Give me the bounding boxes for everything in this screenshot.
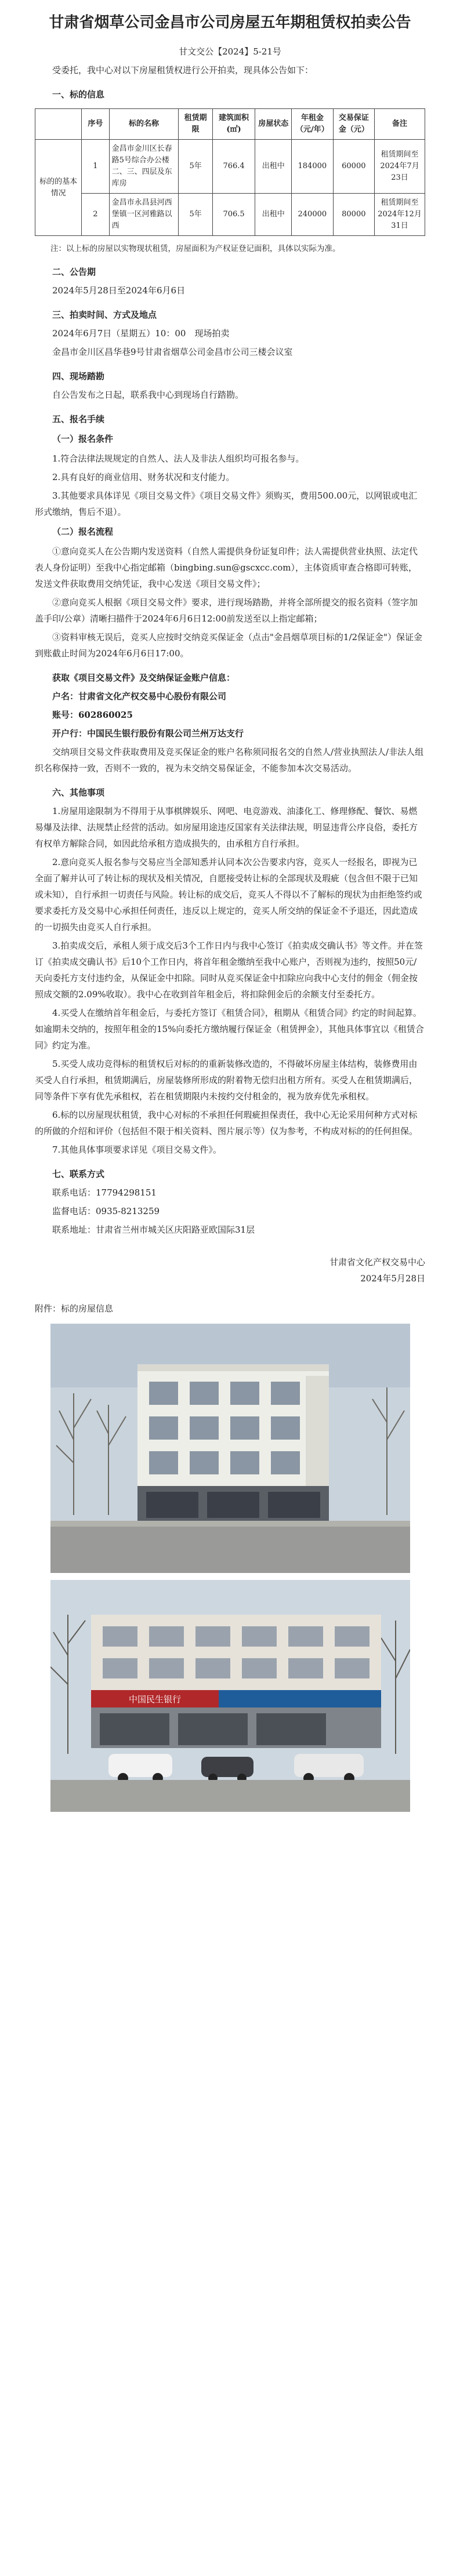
announcement-period: 2024年5月28日至2024年6月6日 bbox=[52, 285, 186, 296]
section-heading-5: 五、报名手续 bbox=[52, 414, 105, 424]
table-cell: 出租中 bbox=[255, 140, 292, 194]
building-photo-1 bbox=[50, 1324, 410, 1573]
table-cell: 出租中 bbox=[255, 194, 292, 236]
section-heading-6: 六、其他事项 bbox=[52, 787, 105, 798]
property-info-table bbox=[35, 108, 425, 236]
document-number: 甘文交公【2024】5-21号 bbox=[179, 46, 281, 57]
other-item: 6.标的以房屋现状租赁，我中心对标的不承担任何瑕疵担保责任，我中心无论采用何种方式对标的所做的介绍和评价（包括但不限于相关资料、图片展示等）仅为参考，不构成对标的的任何担保。 bbox=[35, 1110, 418, 1136]
subheading-flow: （二）报名流程 bbox=[52, 526, 114, 537]
section-heading-7: 七、联系方式 bbox=[52, 1169, 105, 1179]
section-heading-4: 四、现场踏勘 bbox=[52, 371, 105, 382]
table-cell: 766.4 bbox=[212, 140, 255, 194]
other-item: 3.拍卖成交后，承租人须于成交后3个工作日内与我中心签订《拍卖成交确认书》等文件。并在签订《拍卖成交确认书》后10个工作日内，将首年租金缴纳至我中心账户，否则视为违约，按照50元/天向委托方支付违约金，从保证金中扣除。同时从竞买保证金中扣除应向我中心支付的佣金（佣金按照成交额的2.09%收取）。我中心在收到首年租金后，将扣除佣金后的余额支付至委托方。 bbox=[35, 940, 423, 1000]
signature-org: 甘肃省文化产权交易中心 bbox=[329, 1257, 425, 1267]
table-cell: 1 bbox=[82, 140, 109, 194]
account-number: 账号：602860025 bbox=[52, 710, 133, 720]
table-header-cell: 年租金（元/年） bbox=[292, 109, 333, 140]
table-cell: 5年 bbox=[179, 140, 212, 194]
flow-item: ①意向竞买人在公告期内发送资料（自然人需提供身份证复印件；法人需提供营业执照、法定代表人身份证明）至我中心指定邮箱（bingbing.sun@gscxcc.com），主体资质审查合格即可转账，发送文件获取费用交纳凭证，我中心发送《项目交易文件》； bbox=[35, 546, 418, 589]
table-header-cell: 交易保证金（元） bbox=[333, 109, 374, 140]
row-group-label: 标的的基本情况 bbox=[35, 140, 82, 236]
table-header-cell: 序号 bbox=[82, 109, 109, 140]
other-item: 5.买受人成功竞得标的租赁权后对标的的重新装修改造的，不得破坏房屋主体结构，装修费用由买受人自行承担，租赁期满后，房屋装修所形成的附着物无偿归出租方所有。买受人在租赁期满后，同等条件下享有优先承租权，若在租赁期限内未按约交付租金的，视为放弃优先承租权。 bbox=[35, 1059, 418, 1102]
supervise-phone: 监督电话：0935-8213259 bbox=[52, 1206, 160, 1216]
property-photo-2 bbox=[50, 1580, 410, 1812]
table-row bbox=[35, 194, 425, 236]
shop-sign-text: 中国民生银行 bbox=[128, 1694, 181, 1705]
attachment-label: 附件：标的房屋信息 bbox=[35, 1303, 114, 1314]
table-cell: 金昌市金川区长春路5号综合办公楼二、三、四层及东库房 bbox=[109, 140, 179, 194]
other-item: 7.其他具体事项要求详见《项目交易文件》。 bbox=[52, 1145, 222, 1155]
intro-text: 受委托，我中心对以下房屋租赁权进行公开拍卖，现具体公告如下： bbox=[52, 65, 314, 75]
contact-address: 联系地址：甘肃省兰州市城关区庆阳路亚欧国际31层 bbox=[52, 1225, 255, 1235]
condition-item: 3.其他要求具体详见《项目交易文件》《项目交易文件》须购买，费用500.00元，以网银或电汇形式缴纳，售后不退）。 bbox=[35, 491, 418, 517]
table-cell: 租赁期间至2024年12月31日 bbox=[375, 194, 425, 236]
flow-item: ③资料审核无误后，竞买人应按时交纳竞买保证金（点击"金昌烟草项目标的1/2保证金"）保证金到账截止时间为2024年6月6日17:00。 bbox=[35, 632, 422, 659]
table-cell: 184000 bbox=[292, 140, 333, 194]
flow-item: ②意向竞买人根据《项目交易文件》要求，进行现场踏勘，并将全部所提交的报名资料（签字加盖手印/公章）清晰扫描件于2024年6月6日12:00前发送至以上指定邮箱； bbox=[35, 597, 418, 624]
table-cell: 60000 bbox=[333, 140, 374, 194]
subheading-conditions: （一）报名条件 bbox=[52, 434, 114, 444]
site-inspection-text: 自公告发布之日起，联系我中心到现场自行踏勘。 bbox=[52, 390, 244, 400]
signature-date: 2024年5月28日 bbox=[360, 1273, 425, 1284]
building-photo-2 bbox=[50, 1580, 410, 1812]
section-heading-1: 一、标的信息 bbox=[52, 89, 105, 100]
account-bank: 开户行：中国民生银行股份有限公司兰州万达支行 bbox=[52, 728, 244, 739]
section-heading-2: 二、公告期 bbox=[52, 267, 96, 277]
table-header-cell bbox=[35, 109, 82, 140]
table-header-cell: 建筑面积(㎡) bbox=[212, 109, 255, 140]
page-title: 甘肃省烟草公司金昌市公司房屋五年期租赁权拍卖公告 bbox=[49, 14, 411, 31]
table-header-row bbox=[35, 109, 425, 140]
table-header-cell: 标的名称 bbox=[109, 109, 179, 140]
auction-place: 金昌市金川区昌华巷9号甘肃省烟草公司金昌市公司三楼会议室 bbox=[52, 347, 293, 357]
condition-item: 1.符合法律法规规定的自然人、法人及非法人组织均可报名参与。 bbox=[52, 453, 305, 464]
table-cell: 5年 bbox=[179, 194, 212, 236]
auction-time: 2024年6月7日（星期五）10：00 现场拍卖 bbox=[52, 328, 230, 339]
table-header-cell: 房屋状态 bbox=[255, 109, 292, 140]
other-item: 1.房屋用途限制为不得用于从事棋牌娱乐、网吧、电竞游戏、油漆化工、修理修配、餐饮、易燃易爆及法律、法规禁止经营的活动。如房屋用途违反国家有关法律法规，明显违背公序良俗，委托方有权单方解除合同，如因此给承租方造成损失的，由承租方自行承担。 bbox=[35, 806, 418, 849]
table-cell: 金昌市永昌县河西堡镇一区河雅路以西 bbox=[109, 194, 179, 236]
table-note: 注：以上标的房屋以实物现状租赁，房屋面积为产权证登记面积，具体以实际为准。 bbox=[50, 244, 341, 253]
table-cell: 2 bbox=[82, 194, 109, 236]
table-cell: 240000 bbox=[292, 194, 333, 236]
table-row bbox=[35, 140, 425, 194]
contact-phone: 联系电话：17794298151 bbox=[52, 1187, 157, 1198]
other-item: 4.买受人在缴纳首年租金后，与委托方签订《租赁合同》，租期从《租赁合同》约定的时间起算。如逾期未交纳的，按照年租金的15%向委托方缴纳履行保证金（租赁押金），其他具体事宜以《租赁合同》约定为准。 bbox=[35, 1008, 424, 1051]
account-name: 户名：甘肃省文化产权交易中心股份有限公司 bbox=[52, 691, 227, 702]
table-cell: 80000 bbox=[333, 194, 374, 236]
account-remark: 交纳项目交易文件获取费用及竞买保证金的账户名称须同报名交的自然人/营业执照法人/非法人组织名称保持一致，否则不一致的，视为未交纳交易保证金，不能参加本次交易活动。 bbox=[35, 747, 424, 773]
table-cell: 706.5 bbox=[212, 194, 255, 236]
table-cell: 租赁期间至2024年7月23日 bbox=[375, 140, 425, 194]
other-item: 2.意向竞买人报名参与交易应当全部知悉并认同本次公告要求内容，竞买人一经报名，即视为已全面了解并认可了转让标的现状及相关情况，自愿接受转让标的全部现状及瑕疵（包含但不限于已知或未知），自行承担一切责任与风险。转让标的成交后，竞买人不得以不了解标的现状为由拒绝签约或要求委托方及交易中心承担任何责任，违反以上规定的，竞买人所交纳的保证金不予退还，因此造成的一切损失由竞买人自行承担。 bbox=[35, 857, 422, 932]
section-heading-3: 三、拍卖时间、方式及地点 bbox=[52, 310, 157, 320]
account-heading: 获取《项目交易文件》及交纳保证金账户信息： bbox=[52, 673, 236, 683]
condition-item: 2.具有良好的商业信用、财务状况和支付能力。 bbox=[52, 472, 235, 482]
table-header-cell: 租赁期限 bbox=[179, 109, 212, 140]
property-photo-1 bbox=[50, 1324, 410, 1573]
table-header-cell: 备注 bbox=[375, 109, 425, 140]
